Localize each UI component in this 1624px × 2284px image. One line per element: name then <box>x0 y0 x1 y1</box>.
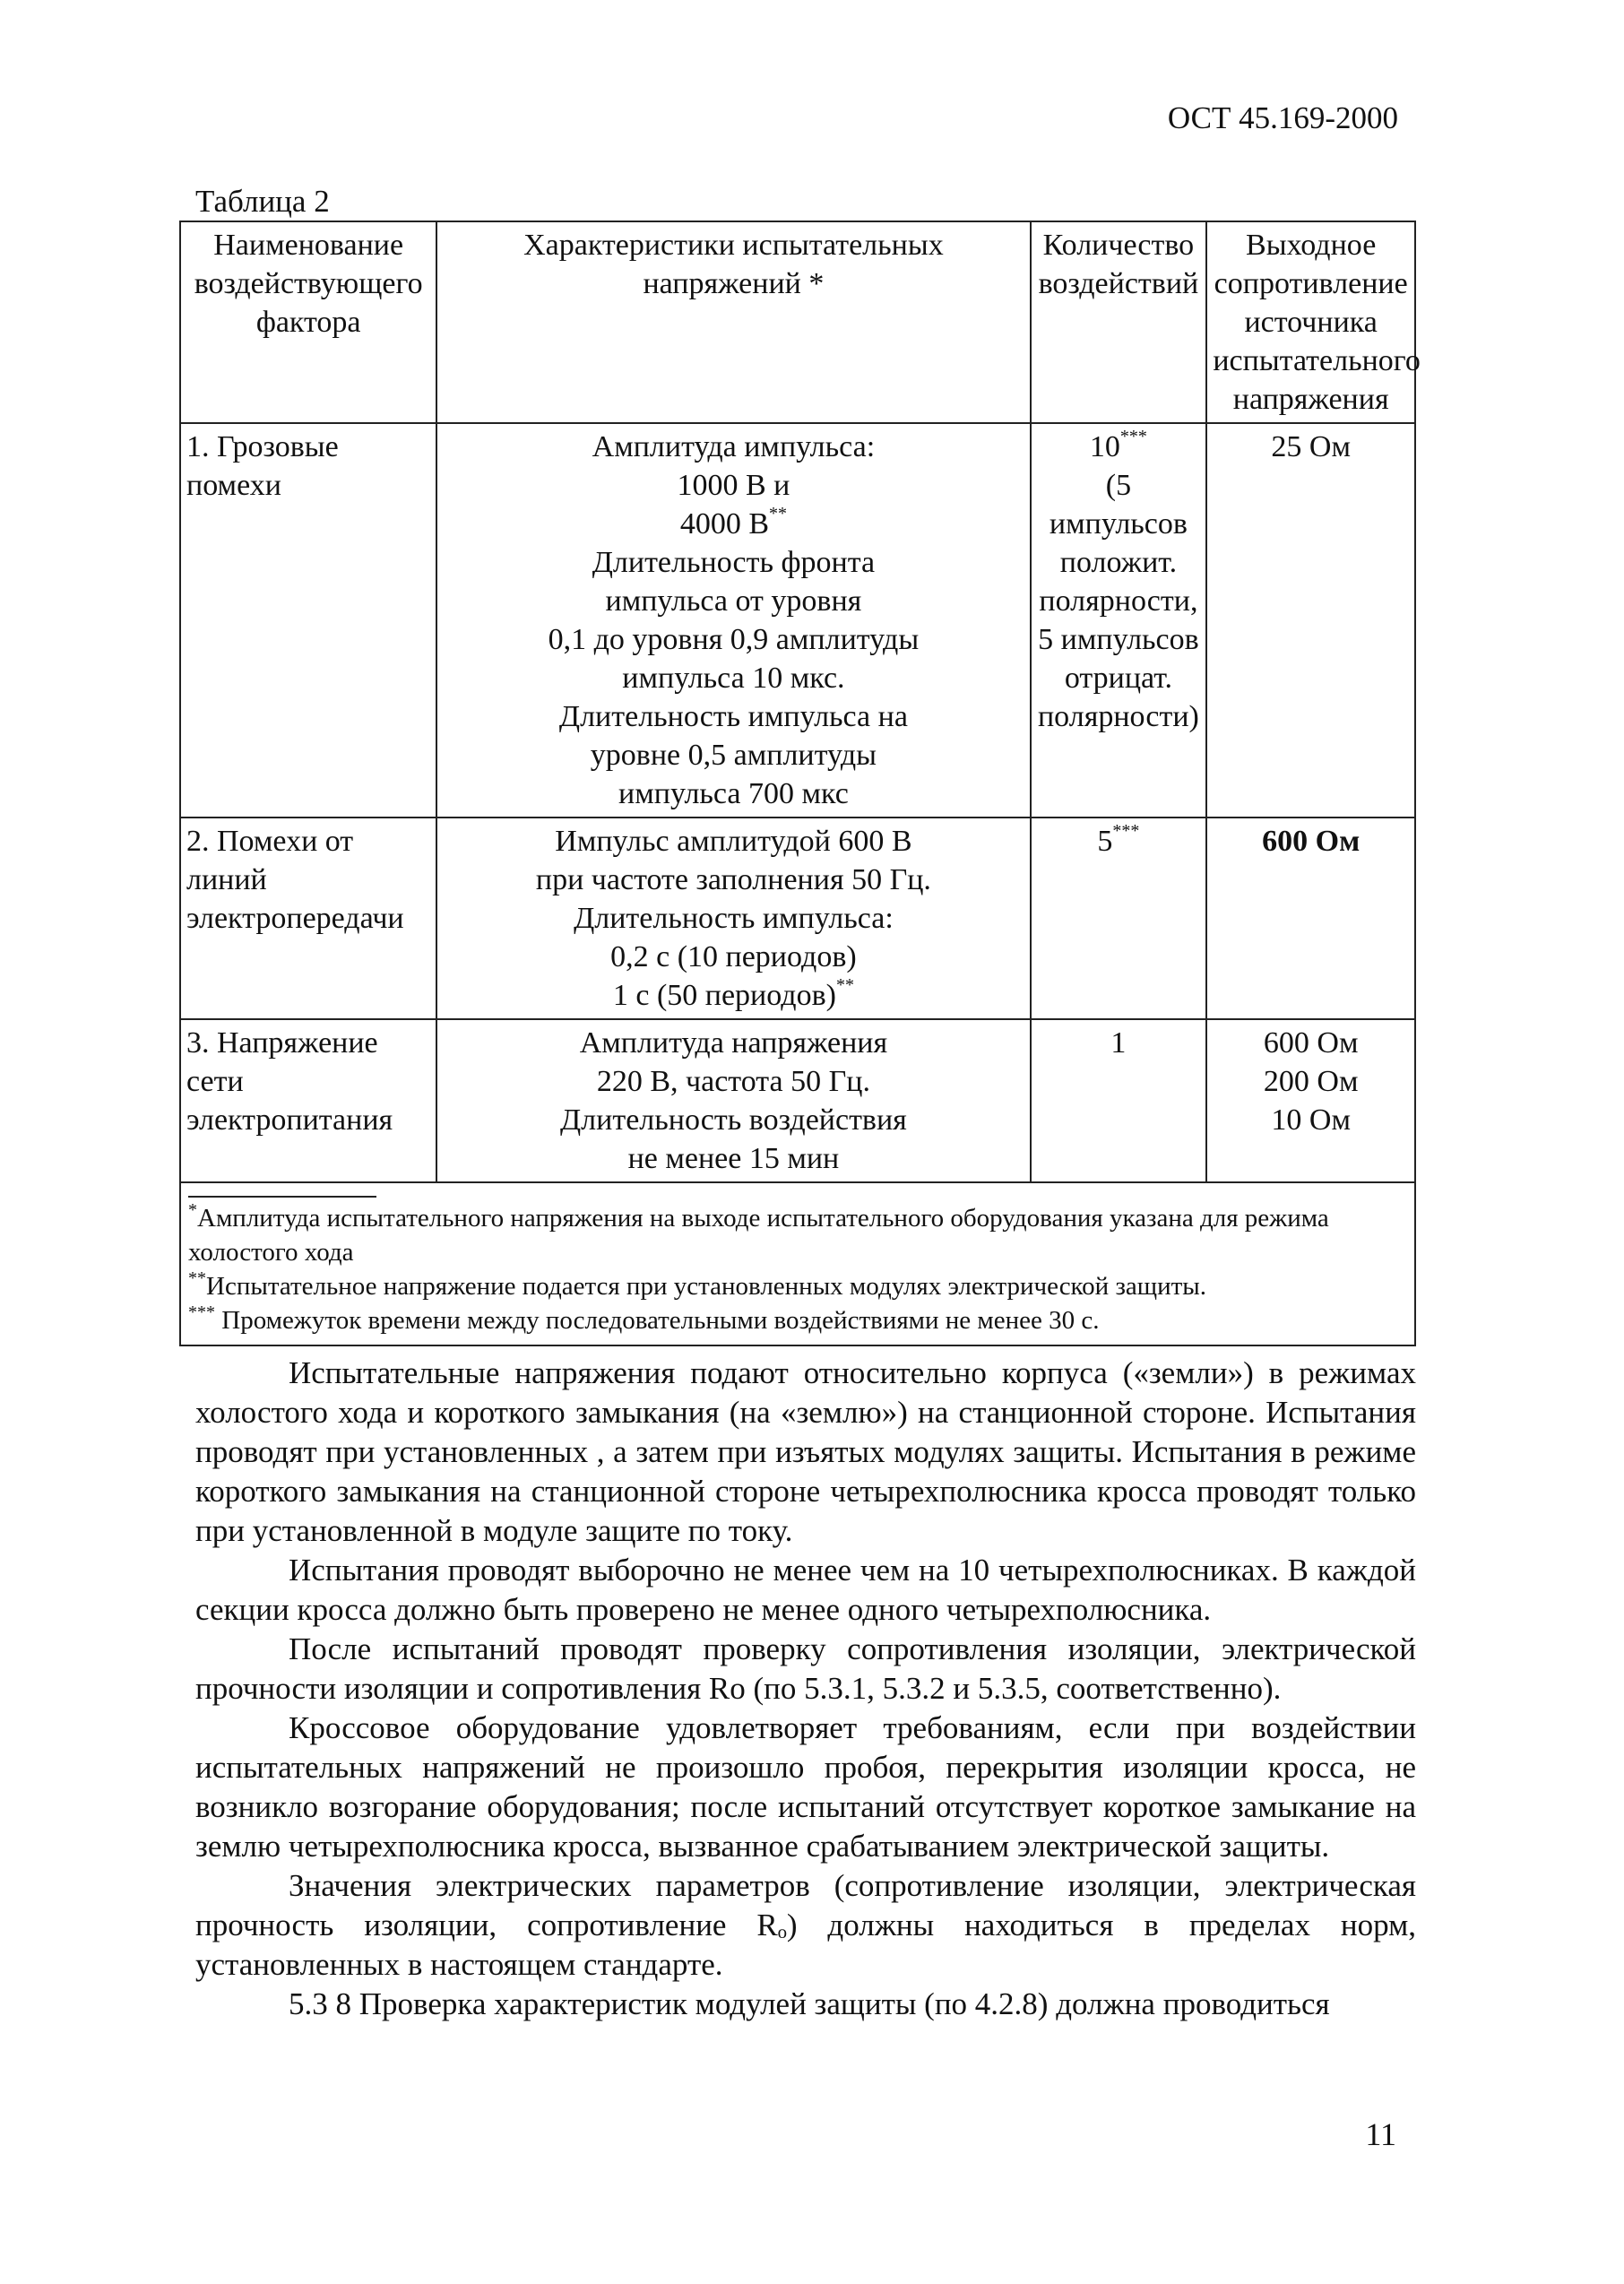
text-line: Длительность воздействия <box>559 1103 907 1137</box>
header-characteristics: Характеристики испытательных напряжений * <box>436 221 1030 423</box>
header-count: Количество воздействий <box>1031 221 1207 423</box>
paragraph: После испытаний проводят проверку сопротивления изоляции, электрической прочности изоляции и сопротивления Ro (по 5.3.1, 5.3.2 и 5.3.5, соответственно). <box>195 1631 1416 1706</box>
text-line: 5 импульсов <box>1038 623 1199 656</box>
text-line: Амплитуда напряжения <box>579 1026 888 1060</box>
text-line: уровне 0,5 амплитуды <box>590 739 877 772</box>
text-line: 0,2 с (10 периодов) <box>610 940 857 973</box>
footnote-text: Испытательное напряжение подается при установленных модулях электрической защиты. <box>206 1272 1207 1301</box>
text-line: Длительность фронта <box>592 546 876 579</box>
footnote <box>188 1201 1407 1269</box>
text-line: 1 <box>1110 1026 1127 1060</box>
paragraph: 5.3 8 Проверка характеристик модулей защиты (по 4.2.8) должна проводиться <box>289 1986 1330 2021</box>
table-row <box>180 1019 1415 1182</box>
row3-count <box>1031 1019 1207 1182</box>
table-row <box>180 423 1415 818</box>
row1-resistance <box>1206 423 1415 818</box>
text-line: импульсов <box>1049 507 1188 541</box>
row2-characteristics <box>436 818 1030 1019</box>
text-line: не менее 15 мин <box>627 1142 840 1175</box>
text-line: 200 Ом <box>1263 1065 1359 1098</box>
table-caption: Таблица 2 <box>195 184 330 219</box>
text-line: Длительность импульса на <box>558 700 908 733</box>
row3-factor: 3. Напряжение сети электропитания <box>180 1019 436 1182</box>
text-line: Амплитуда импульса: <box>592 430 876 463</box>
text-line <box>443 976 1024 1015</box>
row1-characteristics <box>436 423 1030 818</box>
text-line: полярности) <box>1037 700 1199 733</box>
row3-characteristics <box>436 1019 1030 1182</box>
table-row <box>180 818 1415 1019</box>
parameters-table <box>179 221 1421 1346</box>
body-text <box>195 1354 1416 2024</box>
footnote-divider <box>188 1196 376 1198</box>
table-header-row <box>180 221 1415 423</box>
text-line: 220 В, частота 50 Гц. <box>596 1065 870 1098</box>
page-number: 11 <box>1365 2116 1396 2152</box>
text-line: (5 <box>1105 469 1132 502</box>
table-notes <box>180 1182 1415 1345</box>
footnote <box>188 1303 1407 1337</box>
table-notes-row <box>180 1182 1415 1345</box>
paragraph: Значения электрических параметров (сопротивление изоляции, электрическая прочность изоляции, сопротивление Rₒ) должны находиться в пределах норм, установленных в настоящем стандарте. <box>195 1868 1416 1982</box>
text-line: 1000 В и <box>677 469 790 502</box>
text-line: 10 Ом <box>1271 1103 1351 1137</box>
document-code: ОСТ 45.169-2000 <box>1167 100 1398 135</box>
footnote-mark: * <box>188 1200 197 1220</box>
footnote-mark: *** <box>188 1302 215 1322</box>
text-line-value: 5 <box>1097 825 1113 858</box>
text-line: Импульс амплитудой 600 В <box>555 825 912 858</box>
footnote-text: Промежуток времени между последовательными воздействиями не менее 30 с. <box>221 1306 1100 1335</box>
text-line: 25 Ом <box>1271 430 1351 463</box>
text-line <box>1037 428 1201 466</box>
paragraph: Кроссовое оборудование удовлетворяет требованиям, если при воздействии испытательных напряжений не произошло пробоя, перекрытия изоляции кросса, не возникло возгорание оборудования; после испытаний отсутствует короткое замыкание на землю четырехполюсника кросса, вызванное срабатыванием электрической защиты. <box>195 1710 1416 1864</box>
footnote-mark: ** <box>188 1268 206 1288</box>
text-line: импульса от уровня <box>605 584 862 618</box>
header-resistance: Выходное сопротивление источника испытательного напряжения <box>1206 221 1415 423</box>
row2-resistance <box>1206 818 1415 1019</box>
footnote-mark: ** <box>835 975 854 995</box>
text-line-value: 1 с (50 периодов) <box>612 979 836 1012</box>
row1-count <box>1031 423 1207 818</box>
text-line: импульса 700 мкс <box>618 777 849 810</box>
text-line: 600 Ом <box>1263 1026 1359 1060</box>
row1-factor: 1. Грозовые помехи <box>180 423 436 818</box>
text-line: при частоте заполнения 50 Гц. <box>535 863 931 896</box>
row3-resistance <box>1206 1019 1415 1182</box>
text-line: 600 Ом <box>1262 825 1361 858</box>
footnote-mark: *** <box>1119 427 1147 446</box>
paragraph: Испытания проводят выборочно не менее чем на 10 четырехполюсниках. В каждой секции кросса должно быть проверено не менее одного четырехполюсника. <box>195 1553 1416 1627</box>
text-line: импульса 10 мкс. <box>622 662 845 695</box>
text-line-value: 10 <box>1089 430 1120 463</box>
header-factor: Наименование воздействующего фактора <box>180 221 436 423</box>
text-line: Длительность импульса: <box>574 902 894 935</box>
row2-count <box>1031 818 1207 1019</box>
footnote <box>188 1269 1407 1303</box>
text-line: полярности, <box>1039 584 1198 618</box>
text-line: 0,1 до уровня 0,9 амплитуды <box>548 623 920 656</box>
footnote-mark: ** <box>769 504 787 523</box>
text-line <box>1037 822 1201 861</box>
paragraph: Испытательные напряжения подают относительно корпуса («земли») в режимах холостого хода и короткого замыкания (на «землю») на станционной стороне. Испытания проводят при установленных , а затем при изъятых модулях защиты. Испытания в режиме короткого замыкания на станционной стороне четырехполюсника кросса проводят только при установленной в модуле защите по току. <box>195 1355 1416 1548</box>
text-line: отрицат. <box>1064 662 1173 695</box>
text-line: положит. <box>1059 546 1178 579</box>
footnote-mark: *** <box>1112 821 1140 841</box>
row2-factor: 2. Помехи от линий электропередачи <box>180 818 436 1019</box>
text-line-value: 4000 В <box>679 507 769 541</box>
footnote-text: Амплитуда испытательного напряжения на выходе испытательного оборудования указана для режима холостого хода <box>188 1204 1329 1267</box>
text-line <box>443 505 1024 543</box>
